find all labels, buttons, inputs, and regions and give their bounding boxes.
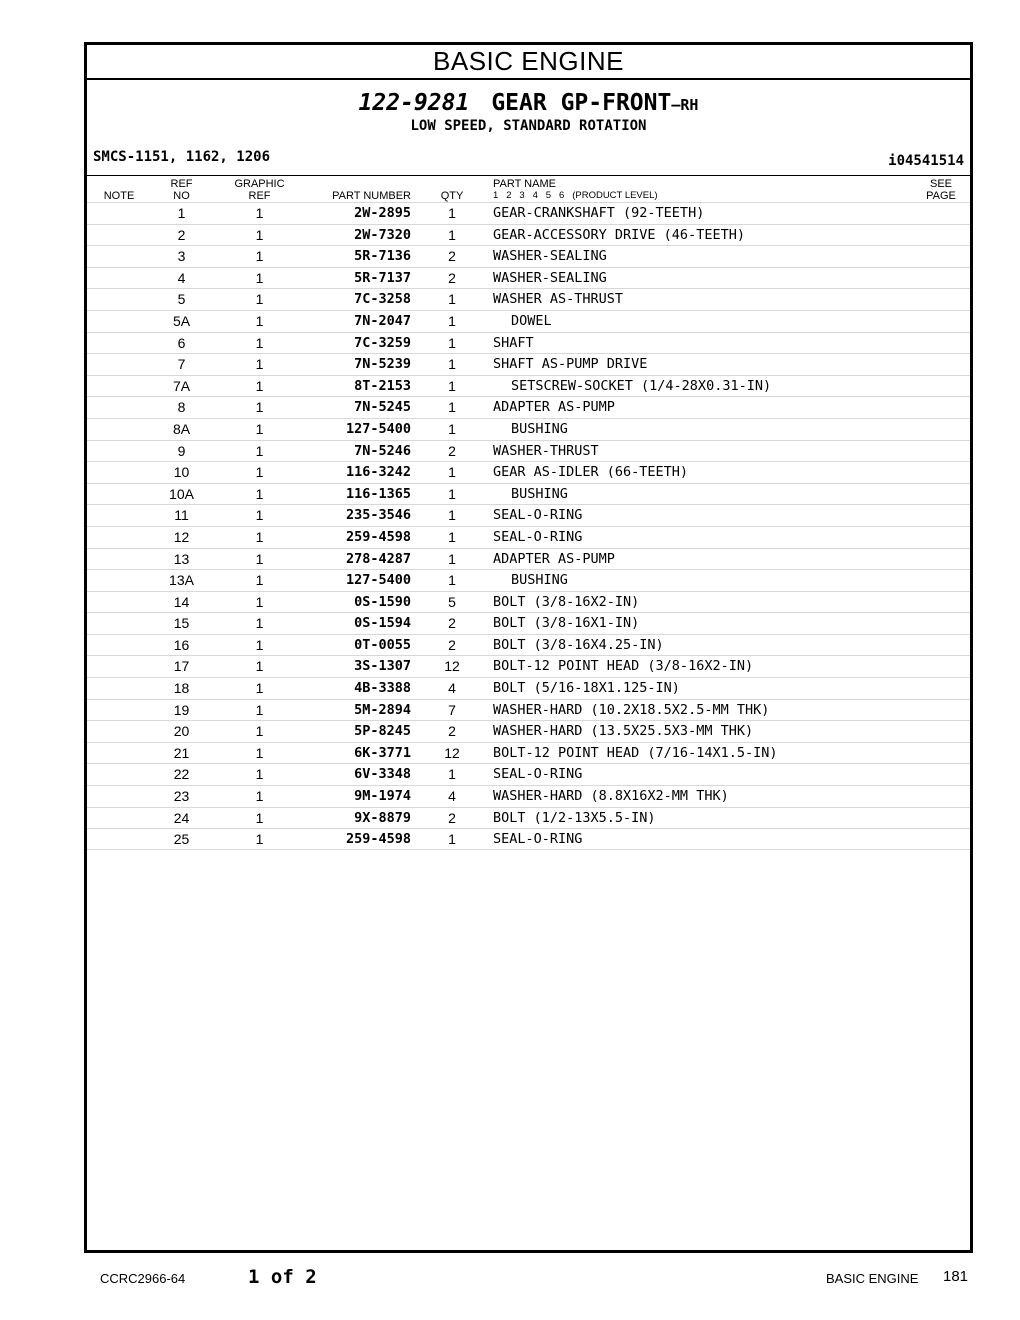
ref-no-cell: 10	[173, 464, 190, 481]
graphic-ref-cell: 1	[255, 205, 264, 221]
table-row	[87, 202, 970, 224]
graphic-ref-cell: 1	[255, 636, 264, 653]
part-name-cell: GEAR-CRANKSHAFT (92-TEETH)	[493, 205, 705, 221]
part-number-cell: 7C-3259	[354, 334, 411, 351]
qty-cell: 1	[448, 485, 456, 502]
graphic-ref-cell: 1	[255, 550, 264, 567]
parts-page-frame	[84, 42, 973, 1253]
table-row	[87, 224, 970, 246]
graphic-ref-cell: 1	[255, 464, 264, 481]
graphic-ref-cell: 1	[255, 701, 264, 718]
qty-cell: 12	[444, 658, 460, 675]
graphic-ref-cell: 1	[255, 312, 264, 329]
ref-no-cell: 18	[173, 680, 190, 697]
part-number-cell: 5R-7136	[354, 248, 411, 265]
part-number-cell: 235-3546	[345, 507, 411, 524]
qty-cell: 2	[448, 636, 456, 653]
part-number-cell: 116-1365	[345, 485, 411, 502]
part-number-cell: 2W-7320	[354, 226, 411, 243]
qty-cell: 1	[448, 831, 456, 848]
part-name-cell: GEAR AS-IDLER (66-TEETH)	[493, 464, 689, 481]
group-title	[87, 89, 970, 119]
graphic-ref-cell: 1	[255, 572, 264, 589]
graphic-ref-cell: 1	[255, 744, 264, 761]
ref-no-cell: 15	[173, 615, 190, 632]
part-name-cell: BUSHING	[511, 420, 568, 437]
graphic-ref-cell: 1	[255, 809, 264, 826]
part-number-cell: 5M-2894	[354, 701, 411, 718]
part-name-cell: WASHER-HARD (10.2X18.5X2.5-MM THK)	[493, 701, 770, 718]
table-row	[87, 785, 970, 807]
table-row	[87, 461, 970, 483]
graphic-ref-cell: 1	[255, 291, 264, 308]
col-part-name: PART NAME	[493, 178, 556, 190]
ref-no-cell: 1	[177, 205, 186, 221]
ref-no-cell: 12	[173, 528, 190, 545]
graphic-ref-cell: 1	[255, 831, 264, 848]
qty-cell: 1	[448, 528, 456, 545]
part-number-cell: 2W-2895	[354, 205, 411, 221]
part-name-cell: BOLT-12 POINT HEAD (7/16-14X1.5-IN)	[493, 744, 778, 761]
part-name-cell: SHAFT AS-PUMP DRIVE	[493, 356, 648, 373]
qty-cell: 1	[448, 572, 456, 589]
table-row	[87, 526, 970, 548]
qty-cell: 4	[448, 788, 456, 805]
graphic-ref-cell: 1	[255, 680, 264, 697]
qty-cell: 1	[448, 291, 456, 308]
qty-cell: 1	[448, 205, 456, 221]
graphic-ref-cell: 1	[255, 593, 264, 610]
qty-cell: 1	[448, 226, 456, 243]
col-qty: QTY	[440, 190, 464, 202]
graphic-ref-cell: 1	[255, 248, 264, 265]
part-name-cell: SEAL-O-RING	[493, 766, 583, 783]
ref-no-cell: 5A	[172, 312, 191, 329]
qty-cell: 1	[448, 312, 456, 329]
part-name-cell: SHAFT	[493, 334, 534, 351]
part-name-cell: BOLT (5/16-18X1.125-IN)	[493, 680, 680, 697]
qty-cell: 1	[448, 334, 456, 351]
ref-no-cell: 7	[177, 356, 186, 373]
part-number-cell: 259-4598	[345, 831, 411, 848]
part-number-cell: 127-5400	[345, 572, 411, 589]
part-name-cell: WASHER-SEALING	[493, 248, 607, 265]
graphic-ref-cell: 1	[255, 485, 264, 502]
table-row	[87, 332, 970, 354]
group-part-name: GEAR GP-FRONT	[491, 90, 672, 116]
footer-page-number: 181	[943, 1268, 969, 1285]
ref-no-cell: 5	[177, 291, 186, 308]
part-name-cell: WASHER-HARD (13.5X25.5X3-MM THK)	[493, 723, 754, 740]
part-number-cell: 259-4598	[345, 528, 411, 545]
part-name-cell: SEAL-O-RING	[493, 831, 583, 848]
ref-no-cell: 8	[177, 399, 186, 416]
graphic-ref-cell: 1	[255, 269, 264, 286]
graphic-ref-cell: 1	[255, 442, 264, 459]
group-part-suffix: —RH	[671, 96, 699, 114]
qty-cell: 1	[448, 356, 456, 373]
ref-no-cell: 10A	[169, 485, 194, 502]
ref-no-cell: 21	[173, 744, 190, 761]
qty-cell: 1	[448, 464, 456, 481]
qty-cell: 1	[448, 420, 456, 437]
table-row	[87, 396, 970, 418]
part-name-cell: GEAR-ACCESSORY DRIVE (46-TEETH)	[493, 226, 745, 243]
graphic-ref-cell: 1	[255, 658, 264, 675]
part-number-cell: 6K-3771	[354, 744, 411, 761]
qty-cell: 2	[448, 442, 456, 459]
qty-cell: 2	[448, 248, 456, 265]
qty-cell: 1	[448, 766, 456, 783]
part-number-cell: 116-3242	[345, 464, 411, 481]
table-row	[87, 763, 970, 785]
qty-cell: 4	[448, 680, 456, 697]
footer-section: BASIC ENGINE	[826, 1271, 919, 1286]
col-part-number: PART NUMBER	[332, 190, 411, 202]
part-name-cell: DOWEL	[511, 312, 552, 329]
part-number-cell: 0S-1594	[354, 615, 411, 632]
graphic-ref-cell: 1	[255, 399, 264, 416]
part-number-cell: 7N-5245	[354, 399, 411, 416]
col-graphic-ref: GRAPHIC REF	[234, 178, 285, 202]
ref-no-cell: 9	[177, 442, 186, 459]
graphic-ref-cell: 1	[255, 420, 264, 437]
part-number-cell: 9M-1974	[354, 788, 411, 805]
graphic-ref-cell: 1	[255, 377, 264, 394]
table-row	[87, 828, 970, 850]
table-row	[87, 634, 970, 656]
graphic-ref-cell: 1	[255, 788, 264, 805]
qty-cell: 2	[448, 723, 456, 740]
table-row	[87, 245, 970, 267]
graphic-ref-cell: 1	[255, 723, 264, 740]
qty-cell: 5	[448, 593, 456, 610]
table-row	[87, 310, 970, 332]
graphic-ref-cell: 1	[255, 507, 264, 524]
graphic-ref-cell: 1	[255, 615, 264, 632]
part-name-cell: BUSHING	[511, 485, 568, 502]
ref-no-cell: 14	[173, 593, 190, 610]
col-note: NOTE	[103, 190, 135, 202]
part-name-cell: WASHER-SEALING	[493, 269, 607, 286]
part-number-cell: 0S-1590	[354, 593, 411, 610]
part-number-cell: 8T-2153	[354, 377, 411, 394]
part-number-cell: 3S-1307	[354, 658, 411, 675]
table-row	[87, 440, 970, 462]
ref-no-cell: 16	[173, 636, 190, 653]
ref-no-cell: 13A	[169, 572, 194, 589]
table-row	[87, 591, 970, 613]
graphic-ref-cell: 1	[255, 334, 264, 351]
ref-no-cell: 20	[173, 723, 190, 740]
ref-no-cell: 24	[173, 809, 190, 826]
table-row	[87, 742, 970, 764]
ref-no-cell: 11	[174, 507, 189, 524]
part-name-cell: BOLT (3/8-16X2-IN)	[493, 593, 640, 610]
table-row	[87, 677, 970, 699]
table-row	[87, 418, 970, 440]
qty-cell: 12	[444, 744, 460, 761]
illustration-id: i04541514	[888, 153, 964, 169]
part-number-cell: 4B-3388	[354, 680, 411, 697]
ref-no-cell: 17	[173, 658, 190, 675]
part-number-cell: 7N-2047	[354, 312, 411, 329]
part-number-cell: 0T-0055	[354, 636, 411, 653]
part-number-cell: 7N-5246	[354, 442, 411, 459]
part-number-cell: 5R-7137	[354, 269, 411, 286]
part-name-cell: SEAL-O-RING	[493, 528, 583, 545]
table-row	[87, 375, 970, 397]
part-number-cell: 6V-3348	[354, 766, 411, 783]
ref-no-cell: 22	[173, 766, 190, 783]
part-number-cell: 7N-5239	[354, 356, 411, 373]
qty-cell: 2	[448, 269, 456, 286]
table-row	[87, 569, 970, 591]
table-row	[87, 504, 970, 526]
part-number-cell: 9X-8879	[354, 809, 411, 826]
parts-table	[87, 202, 970, 850]
smcs-codes: SMCS-1151, 1162, 1206	[93, 149, 271, 165]
ref-no-cell: 3	[177, 248, 186, 265]
part-name-cell: WASHER-HARD (8.8X16X2-MM THK)	[493, 788, 729, 805]
graphic-ref-cell: 1	[255, 766, 264, 783]
col-see-page: SEE PAGE	[926, 178, 956, 202]
part-name-cell: BOLT (3/8-16X1-IN)	[493, 615, 640, 632]
group-subtitle: LOW SPEED, STANDARD ROTATION	[410, 118, 647, 134]
table-row	[87, 807, 970, 829]
ref-no-cell: 4	[177, 269, 186, 286]
part-number-cell: 7C-3258	[354, 291, 411, 308]
qty-cell: 1	[448, 399, 456, 416]
qty-cell: 7	[448, 701, 456, 718]
part-name-cell: SEAL-O-RING	[493, 507, 583, 524]
graphic-ref-cell: 1	[255, 356, 264, 373]
part-number-cell: 127-5400	[345, 420, 411, 437]
part-name-cell: WASHER AS-THRUST	[493, 291, 624, 308]
part-name-cell: BUSHING	[511, 572, 568, 589]
qty-cell: 2	[448, 809, 456, 826]
footer-page-of: 1 of 2	[248, 1266, 317, 1288]
table-row	[87, 288, 970, 310]
part-name-cell: BOLT (3/8-16X4.25-IN)	[493, 636, 664, 653]
ref-no-cell: 8A	[172, 420, 191, 437]
part-name-cell: SETSCREW-SOCKET (1/4-28X0.31-IN)	[511, 377, 772, 394]
ref-no-cell: 2	[177, 226, 186, 243]
ref-no-cell: 23	[173, 788, 190, 805]
ref-no-cell: 19	[173, 701, 190, 718]
table-row	[87, 612, 970, 634]
ref-no-cell: 25	[173, 831, 190, 848]
table-row	[87, 720, 970, 742]
section-title: BASIC ENGINE	[87, 45, 970, 80]
table-row	[87, 548, 970, 570]
col-ref-no: REF NO	[170, 178, 193, 202]
part-name-cell: BOLT (1/2-13X5.5-IN)	[493, 809, 656, 826]
table-row	[87, 267, 970, 289]
table-row	[87, 353, 970, 375]
header-rule	[87, 175, 970, 176]
table-row	[87, 483, 970, 505]
ref-no-cell: 13	[173, 550, 190, 567]
col-product-levels: 1 2 3 4 5 6 (PRODUCT LEVEL)	[493, 190, 658, 201]
qty-cell: 2	[448, 615, 456, 632]
table-row	[87, 655, 970, 677]
graphic-ref-cell: 1	[255, 226, 264, 243]
graphic-ref-cell: 1	[255, 528, 264, 545]
qty-cell: 1	[448, 507, 456, 524]
part-name-cell: BOLT-12 POINT HEAD (3/8-16X2-IN)	[493, 658, 754, 675]
ref-no-cell: 7A	[172, 377, 191, 394]
footer-doc-code: CCRC2966-64	[100, 1271, 186, 1286]
part-number-cell: 278-4287	[345, 550, 411, 567]
part-name-cell: ADAPTER AS-PUMP	[493, 550, 615, 567]
part-number-cell: 5P-8245	[354, 723, 411, 740]
qty-cell: 1	[448, 550, 456, 567]
part-name-cell: ADAPTER AS-PUMP	[493, 399, 615, 416]
ref-no-cell: 6	[177, 334, 186, 351]
table-row	[87, 699, 970, 721]
qty-cell: 1	[448, 377, 456, 394]
part-name-cell: WASHER-THRUST	[493, 442, 599, 459]
group-part-number: 122-9281	[358, 90, 470, 116]
